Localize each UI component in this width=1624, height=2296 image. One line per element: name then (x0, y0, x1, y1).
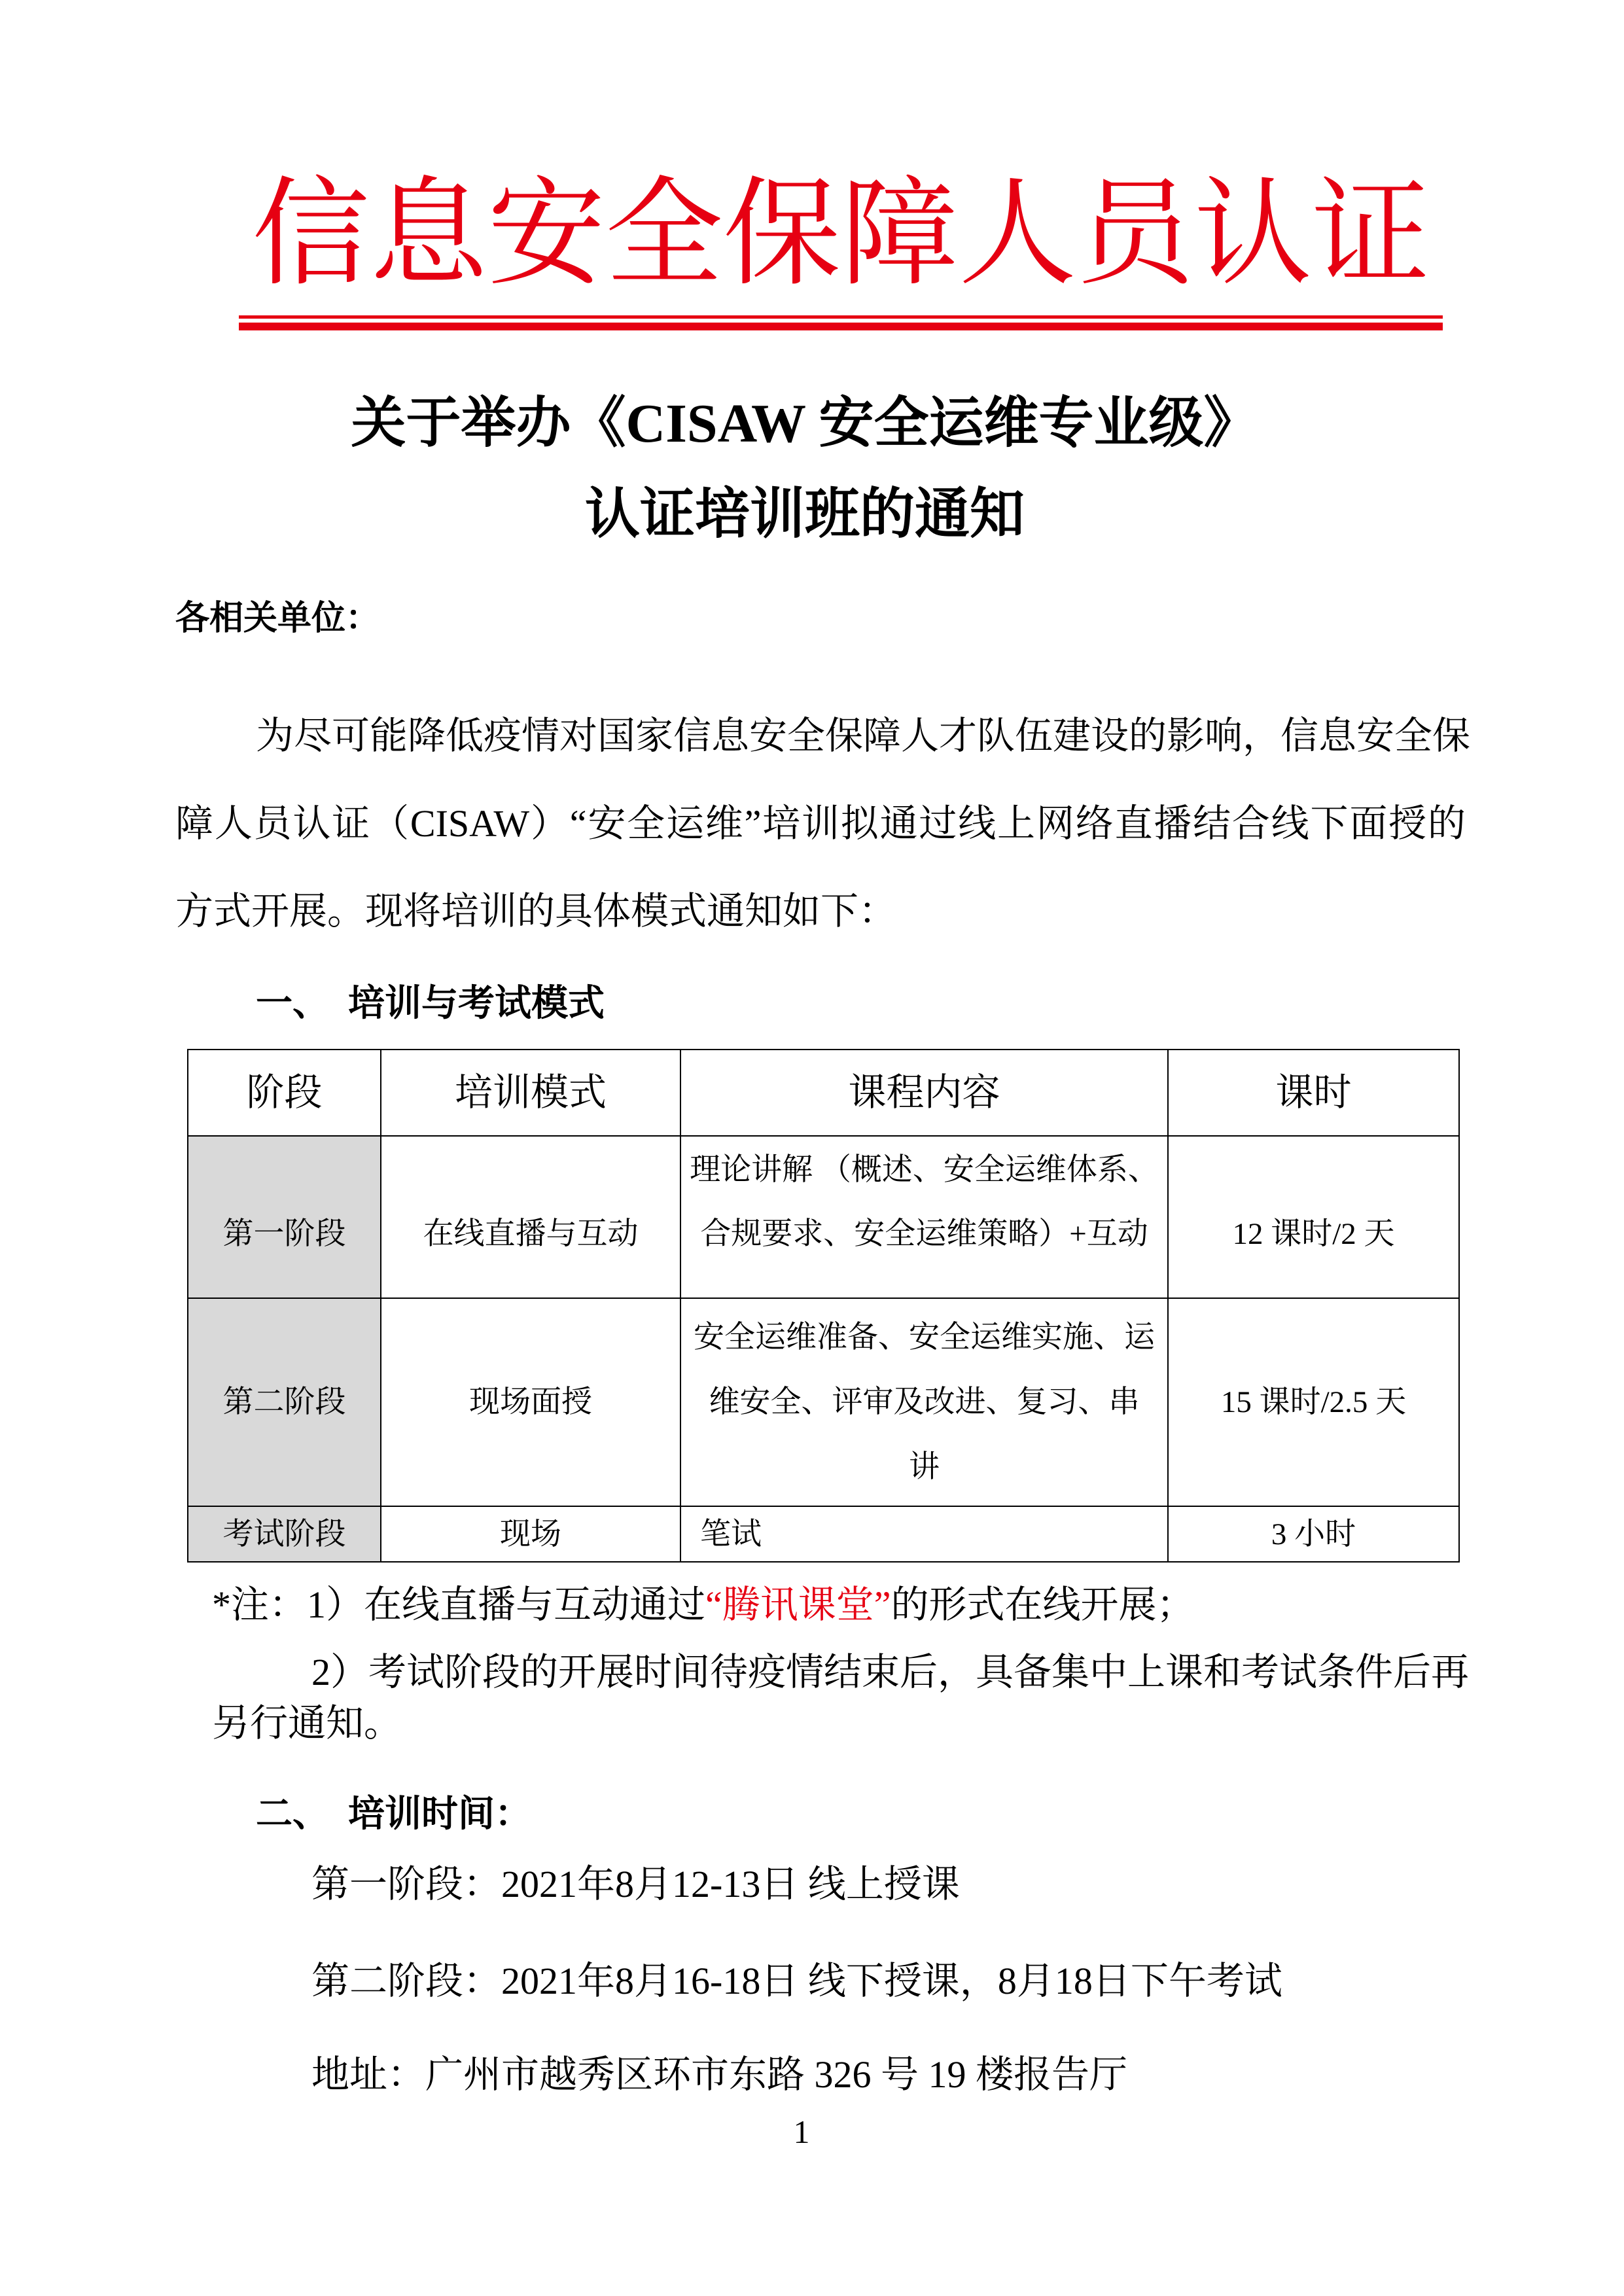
salutation: 各相关单位： (175, 600, 380, 637)
content-line: 讲 (909, 1449, 940, 1484)
banner-rule-thick (239, 323, 1443, 330)
training-mode-table (187, 1049, 1460, 1563)
page-number: 1 (793, 2113, 810, 2150)
content-cell (680, 1506, 1168, 1562)
note-line-2-continued: 另行通知。 (212, 1702, 402, 1744)
banner-title: 信息安全保障人员认证 (251, 168, 1430, 300)
content-cell (680, 1136, 1168, 1298)
table-row (188, 1136, 1459, 1298)
header-hours: 课时 (1168, 1050, 1459, 1136)
section-2-title: 培训时间： (348, 1794, 531, 1835)
note-1-suffix: 的形式在线开展； (891, 1583, 1195, 1626)
intro-line-1: 为尽可能降低疫情对国家信息安全保障人才队伍建设的影响，信息安全保 (256, 715, 1471, 757)
hours-cell: 15 课时/2.5 天 (1168, 1298, 1459, 1506)
banner-rule-thin (239, 315, 1443, 319)
intro-line-2: 障人员认证（CISAW）“安全运维”培训拟通过线上网络直播结合线下面授的 (175, 802, 1466, 845)
schedule-address: 地址：广州市越秀区环市东路 326 号 19 楼报告厅 (311, 2053, 1128, 2096)
section-2-number: 二、 (256, 1794, 329, 1835)
note-line-1 (212, 1579, 1195, 1631)
content-line: 笔试 (700, 1517, 762, 1551)
section-1-number: 一、 (256, 983, 329, 1024)
stage-cell: 第二阶段 (188, 1298, 381, 1506)
content-line: 维安全、评审及改进、复习、串 (709, 1385, 1140, 1419)
header-mode: 培训模式 (381, 1050, 680, 1136)
table-header-row (188, 1050, 1459, 1136)
table-row (188, 1298, 1459, 1506)
mode-cell: 现场面授 (381, 1298, 680, 1506)
header-content: 课程内容 (680, 1050, 1168, 1136)
notice-title-line-1: 关于举办《CISAW 安全运维专业级》 (351, 393, 1259, 454)
content-cell (680, 1298, 1168, 1506)
note-line-2: 2）考试阶段的开展时间待疫情结束后，具备集中上课和考试条件后再 (311, 1651, 1470, 1693)
mode-cell: 在线直播与互动 (381, 1136, 680, 1298)
stage-cell: 第一阶段 (188, 1136, 381, 1298)
section-1-title: 培训与考试模式 (348, 983, 605, 1024)
schedule-stage-2: 第二阶段：2021年8月16-18日 线下授课，8月18日下午考试 (311, 1960, 1282, 2002)
header-stage: 阶段 (188, 1050, 381, 1136)
content-line: 安全运维准备、安全运维实施、运 (694, 1320, 1155, 1354)
content-line: 合规要求、安全运维策略）+互动 (700, 1217, 1148, 1251)
content-line: 理论讲解 （概述、安全运维体系、 (690, 1153, 1159, 1187)
note-1-highlight: “腾讯课堂” (705, 1583, 891, 1626)
stage-cell: 考试阶段 (188, 1506, 381, 1562)
table-row (188, 1506, 1459, 1562)
hours-cell: 3 小时 (1168, 1506, 1459, 1562)
notice-title-line-2: 认证培训班的通知 (584, 484, 1025, 545)
hours-cell: 12 课时/2 天 (1168, 1136, 1459, 1298)
schedule-stage-1: 第一阶段：2021年8月12-13日 线上授课 (311, 1863, 960, 1905)
intro-line-3: 方式开展。现将培训的具体模式通知如下： (175, 890, 897, 932)
mode-cell: 现场 (381, 1506, 680, 1562)
note-1-prefix: *注：1）在线直播与互动通过 (212, 1583, 706, 1626)
